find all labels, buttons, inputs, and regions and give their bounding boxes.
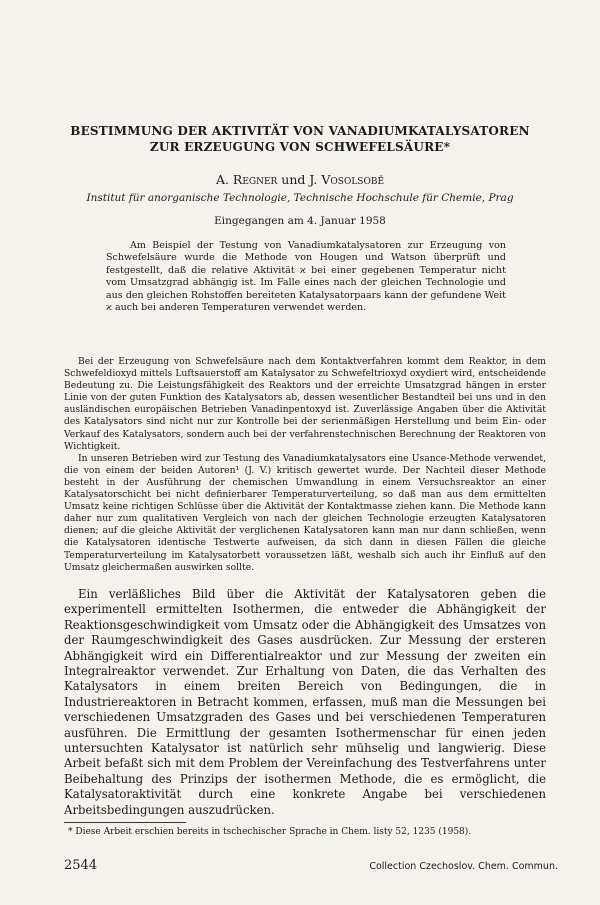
title-line-2: ZUR ERZEUGUNG VON SCHWEFELSÄURE*	[149, 140, 451, 154]
intro-paragraph-2: In unseren Betrieben wird zur Testung des Vanadiumkatalysators eine Usance-Methode verwendet, die von einem der beiden Autoren¹ (J. V.) kritisch gewertet wurde. Der Nachteil dieser Methode besteht in der Ausführung der chemischen Umwandlung in einem Versuchsreaktor an einer Katalysatorschicht bei nicht definierbarer Temperaturverteilung, so daß man aus dem ermittelten Umsatz keine richtigen Schlüsse über die Aktivität der Kontaktmasse ziehen kann. Die Methode kann daher nur zum qualitativen Vergleich von nach der gleichen Technologie erzeugten Katalysatoren dienen; auf die gleiche Aktivität der verglichenen Katalysatoren kann man nur dann schließen, wenn die Katalysatoren identische Testwerte aufweisen, da sich dann in diesen Fällen die gleiche Temperaturverteilung im Katalysatorbett voraussetzen läßt, weshalb sich auch ihr Einfluß auf den Umsatz gleichermaßen auswirken sollte.	[64, 452, 546, 573]
introduction	[64, 356, 546, 574]
affiliation: Institut für anorganische Technologie, Technische Hochschule für Chemie, Prag	[86, 192, 514, 204]
main-paragraph-1: Ein verläßliches Bild über die Aktivität der Katalysatoren geben die experimentell ermittelten Isothermen, die entweder die Abhängigkeit der Reaktionsgeschwindigkeit vom Umsatz oder die Abhängigkeit des Umsatzes von der Raumgeschwindigkeit des Gases ausdrücken. Zur Messung der ersteren Abhängigkeit wird ein Differentialreaktor und zur Messung der zweiten ein Integralreaktor verwendet. Zur Erhaltung von Daten, die das Verhalten des Katalysators in einem breiten Bereich von Bedingungen, die in Industriereaktoren in Betracht kommen, erfassen, muß man die Messungen bei verschiedenen Umsatzgraden des Gases und bei verschiedenen Temperaturen ausführen. Die Ermittlung der gesamten Isothermenschar für einen jeden untersuchten Katalysator ist natürlich sehr mühselig und langwierig. Diese Arbeit befaßt sich mit dem Problem der Vereinfachung des Testverfahrens unter Beibehaltung des Prinzips der isothermen Methode, die es ermöglicht, die Katalysatoraktivität durch eine konkrete Angabe bei verschiedenen Arbeitsbedingungen auszudrücken.	[64, 587, 546, 817]
article-title	[40, 123, 560, 155]
main-text	[64, 587, 546, 818]
author-separator: und	[277, 172, 310, 187]
intro-paragraph-1: Bei der Erzeugung von Schwefelsäure nach dem Kontaktverfahren kommt dem Reaktor, in dem Schwefeldioxyd mittels Luftsauerstoff am Katalysator zu Schwefeltrioxyd oxydiert wird, entscheidende Bedeutung zu. Die Leistungsfähigkeit des Reaktors und der erreichte Umsatzgrad hängen in erster Linie von der guten Funktion des Katalysators ab, dessen wesentlicher Bestandteil bei uns und in den ausländischen europäischen Betrieben Vanadinpentoxyd ist. Zuverlässige Angaben über die Aktivität des Katalysators sind nicht nur zur Kontrolle bei der serienmäßigen Herstellung und beim Ein- oder Verkauf des Katalysators, sondern auch bei der verfahrenstechnischen Berechnung der Reaktoren von Wichtigkeit.	[64, 356, 546, 452]
journal-name: Collection Czechoslov. Chem. Commun.	[369, 861, 558, 872]
footnote: * Diese Arbeit erschien bereits in tschechischer Sprache in Chem. listy 52, 1235 (1958).	[68, 827, 472, 837]
author-regner: A. Regner	[215, 172, 278, 187]
abstract: Am Beispiel der Testung von Vanadiumkatalysatoren zur Erzeugung von Schwefelsäure wurde die Methode von Hougen und Watson überprüft und festgestellt, daß die relative Aktivität ϰ bei einer gegebenen Temperatur nicht vom Umsatzgrad abhängig ist. Im Falle eines nach der gleichen Technologie und aus den gleichen Rohstoffen bereiteten Katalysatorpaars kann der gefundene Weit ϰ auch bei anderen Temperaturen verwendet werden.	[106, 240, 506, 314]
author-vosolsobe: J. Vosolsobě	[309, 172, 385, 187]
title-line-1: BESTIMMUNG DER AKTIVITÄT VON VANADIUMKATALYSATOREN	[70, 124, 530, 138]
author-line	[40, 172, 560, 188]
footnote-rule	[64, 822, 186, 823]
page-number: 2544	[64, 858, 98, 873]
received-date: Eingegangen am 4. Januar 1958	[214, 215, 386, 227]
